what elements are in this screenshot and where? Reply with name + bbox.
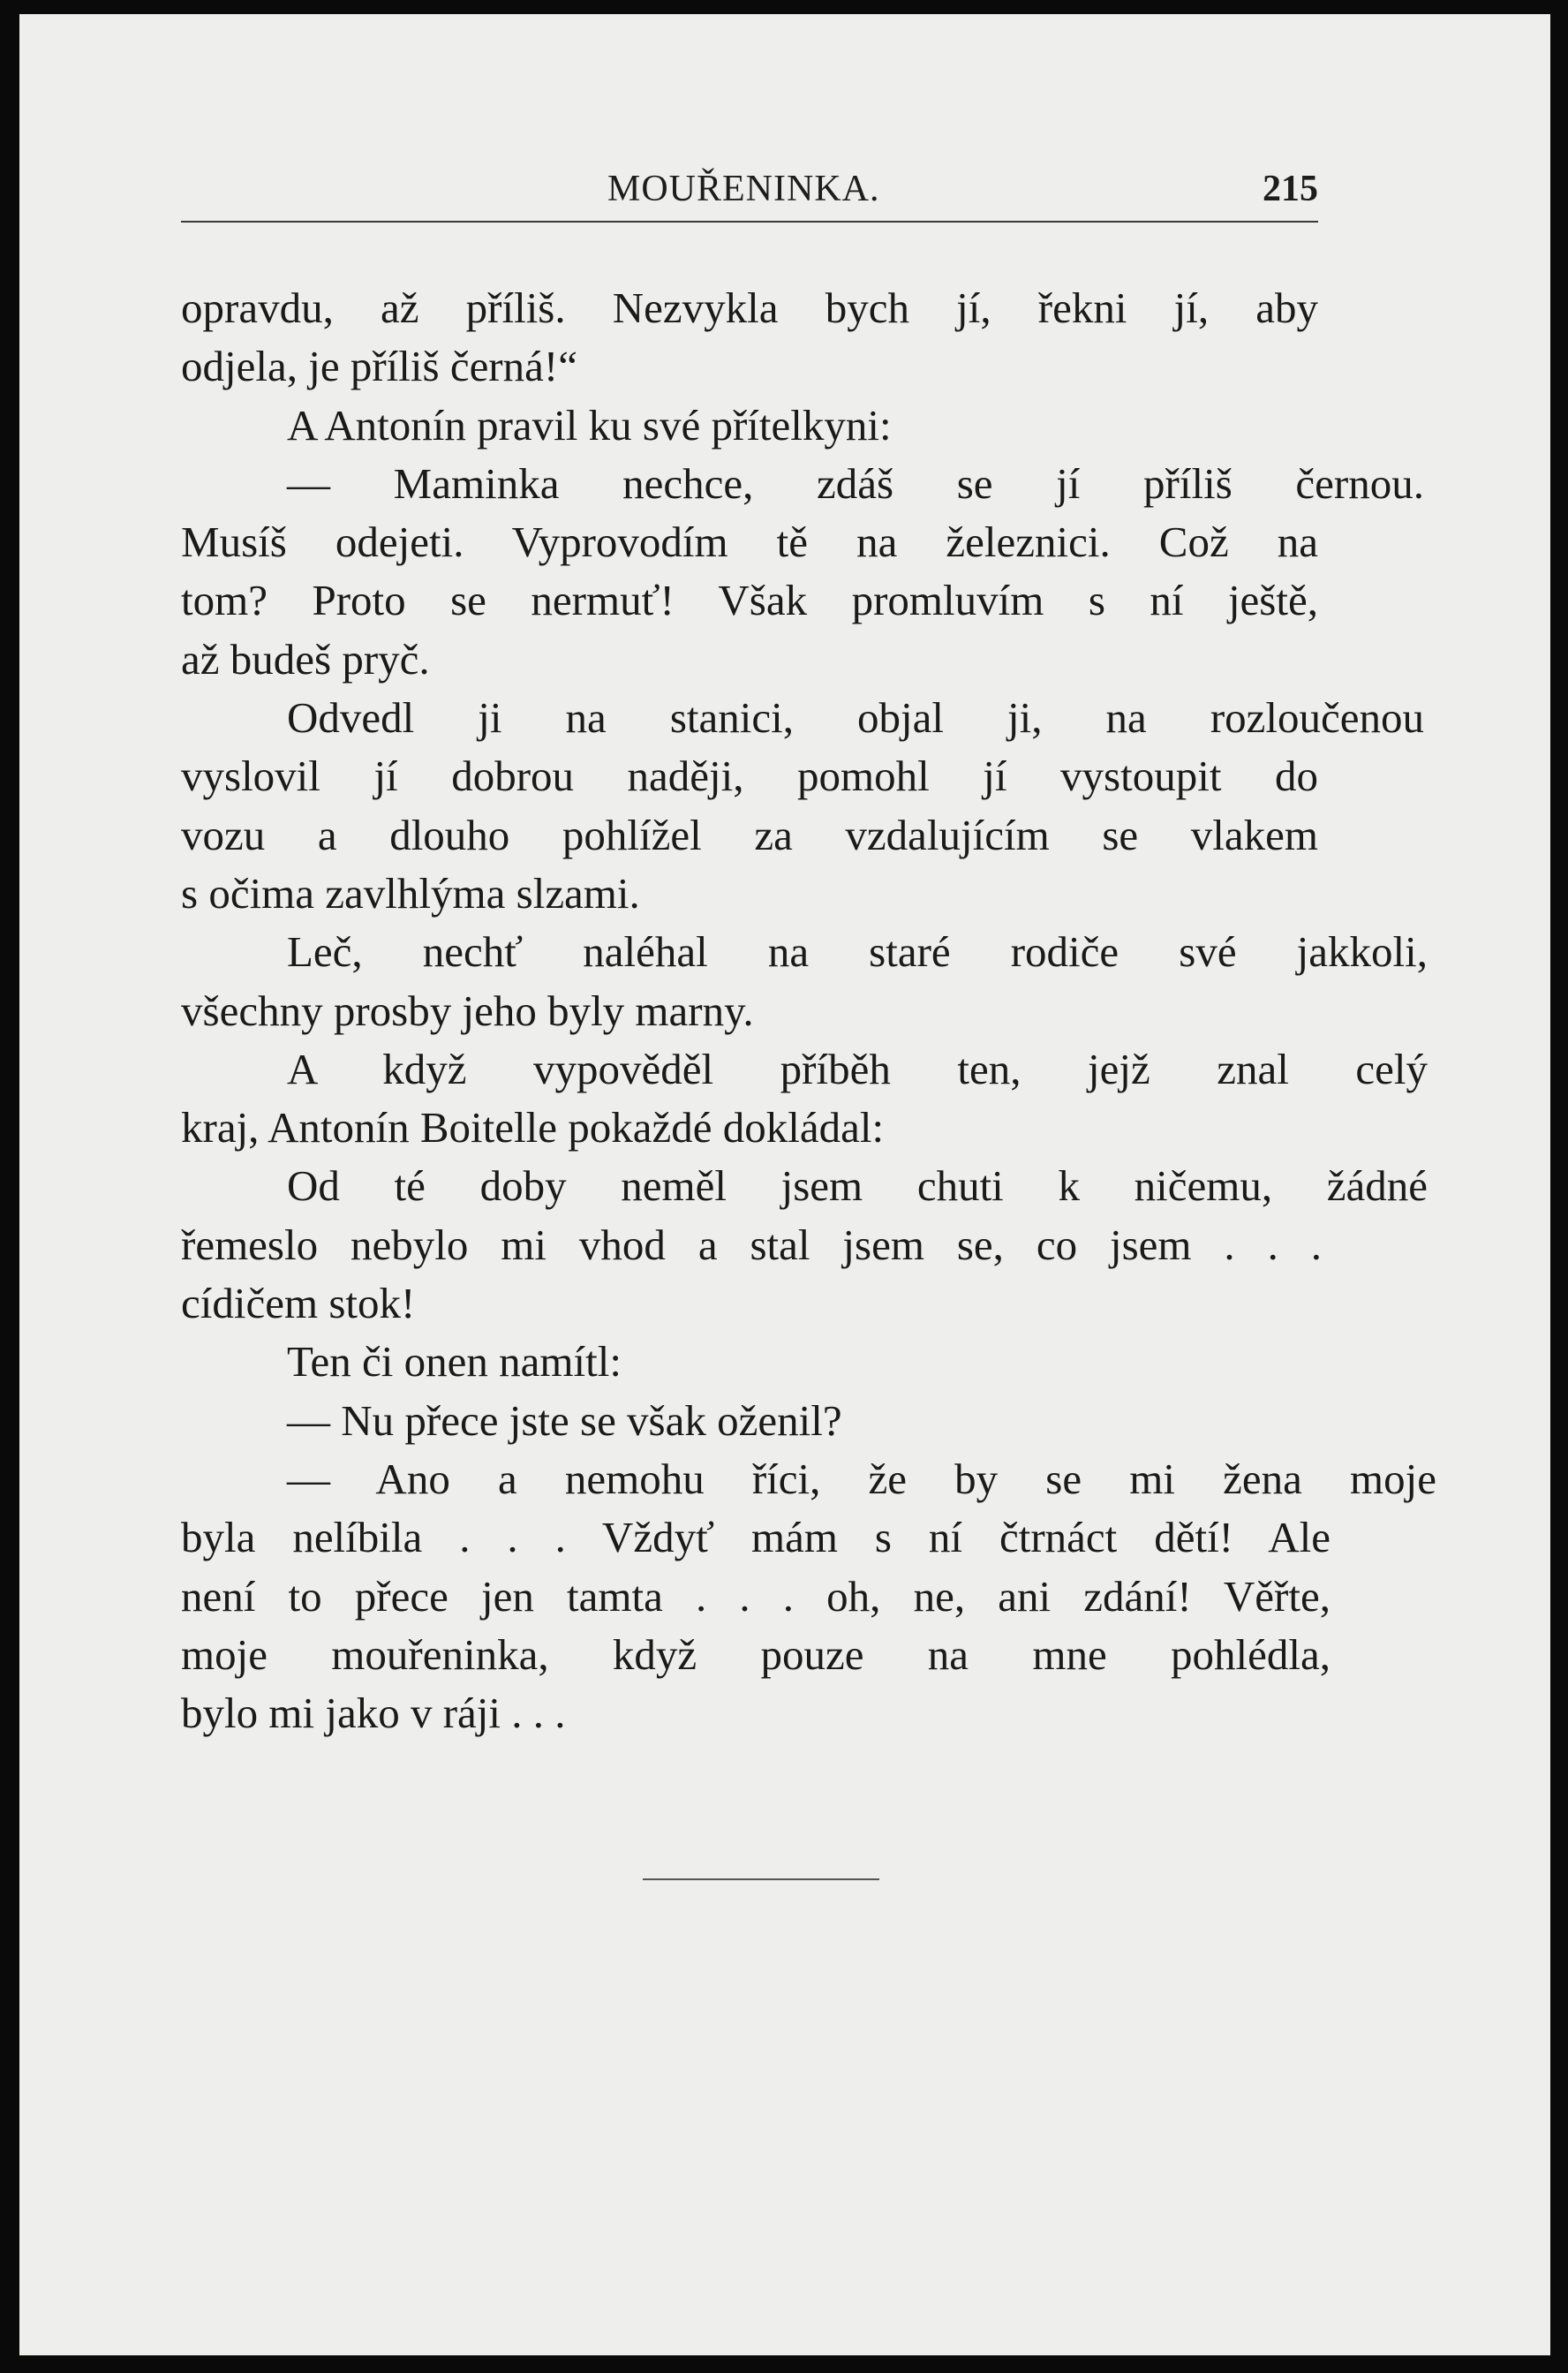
running-title: MOUŘENINKA. (607, 169, 880, 209)
text-line: až budeš pryč. (181, 634, 430, 684)
header-rule (181, 221, 1318, 223)
text-line: — Nu přece jste se však oženil? (287, 1395, 842, 1445)
text-line: řemeslo nebylo mi vhod a stal jsem se, co jsem . . . (181, 1220, 1322, 1269)
text-line: kraj, Antonín Boitelle pokaždé dokládal: (181, 1103, 885, 1152)
running-header (181, 168, 1318, 217)
text-line: Ten či onen namítl: (287, 1337, 622, 1387)
text-line: tom? Proto se nermuť! Však promluvím s ní ještě, (181, 576, 1318, 625)
text-line: bylo mi jako v ráji . . . (181, 1689, 566, 1738)
text-line: — Ano a nemohu říci, že by se mi žena moje (287, 1454, 1436, 1503)
text-line: cídičem stok! (181, 1279, 416, 1328)
text-line: všechny prosby jeho byly marny. (181, 986, 754, 1035)
text-line: moje mouřeninka, když pouze na mne pohlédla, (181, 1629, 1331, 1679)
text-line: A když vypověděl příběh ten, jejž znal celý (287, 1044, 1428, 1093)
page-number: 215 (1263, 169, 1318, 209)
text-line: vozu a dlouho pohlížel za vzdalujícím se vlakem (181, 810, 1318, 859)
text-line: není to přece jen tamta . . . oh, ne, ani zdání! Věřte, (181, 1571, 1331, 1621)
text-line: opravdu, až příliš. Nezvykla bych jí, řekni jí, aby (181, 283, 1318, 332)
chapter-end-rule (643, 1878, 879, 1880)
body-text (181, 279, 1436, 1742)
text-line: odjela, je příliš černá!“ (181, 342, 577, 391)
text-line: Odvedl ji na stanici, objal ji, na rozloučenou (287, 693, 1424, 743)
text-line: Musíš odejeti. Vyprovodím tě na železnici. Což na (181, 518, 1318, 567)
text-line: vyslovil jí dobrou naději, pomohl jí vystoupit do (181, 752, 1318, 801)
text-line: byla nelíbila . . . Vždyť mám s ní čtrnáct dětí! Ale (181, 1513, 1331, 1562)
text-line: A Antonín pravil ku své přítelkyni: (287, 400, 892, 450)
text-line: Leč, nechť naléhal na staré rodiče své jakkoli, (287, 927, 1428, 977)
text-line: Od té doby neměl jsem chuti k ničemu, žádné (287, 1161, 1428, 1211)
text-line: — Maminka nechce, zdáš se jí příliš černou. (287, 458, 1424, 508)
text-line: s očima zavlhlýma slzami. (181, 868, 640, 918)
